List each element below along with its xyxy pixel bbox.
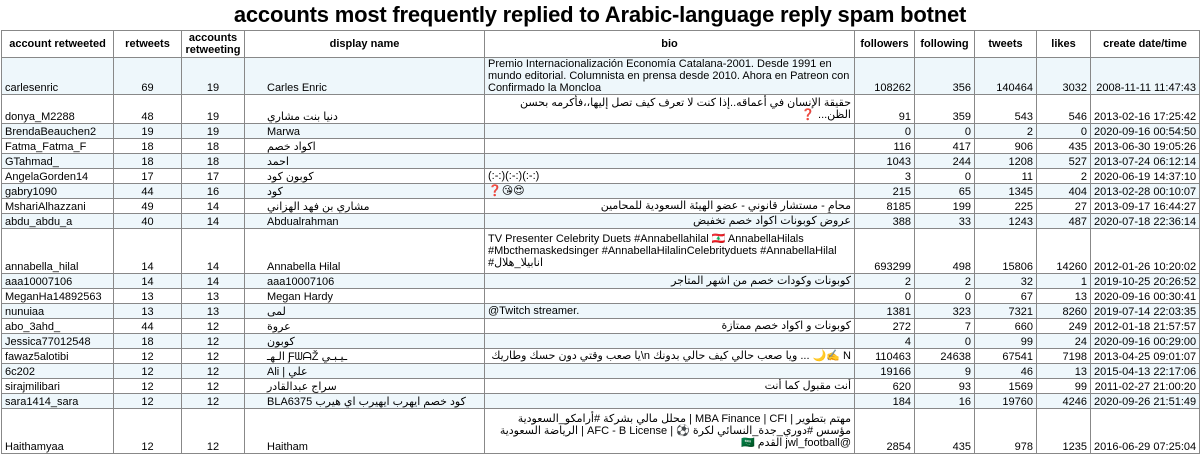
- cell-following: 0: [915, 124, 975, 139]
- cell-following: 359: [915, 95, 975, 124]
- table-row: [2, 154, 1200, 169]
- cell-retweets: 69: [114, 58, 182, 95]
- cell-accounts-retweeting: 16: [182, 184, 245, 199]
- cell-bio: محامٍ - مستشار قانوني - عضو الهيئة السعودية للمحامين: [485, 199, 855, 214]
- cell-followers: 2854: [855, 409, 915, 454]
- cell-accounts-retweeting: 18: [182, 139, 245, 154]
- cell-created: 2013-02-28 00:10:07: [1091, 184, 1200, 199]
- cell-retweets: 49: [114, 199, 182, 214]
- cell-created: 2012-01-18 21:57:57: [1091, 319, 1200, 334]
- col-header-created: create date/time: [1091, 31, 1200, 58]
- cell-following: 24638: [915, 349, 975, 364]
- cell-likes: 13: [1037, 289, 1091, 304]
- cell-bio: حقيقة الإنسان في أعماقه..إذا كنت لا تعرف كيف تصل إليها،،فأكرمه بحسن الظن... ❓: [485, 95, 855, 124]
- cell-account: gabry1090: [2, 184, 114, 199]
- table-row: [2, 379, 1200, 394]
- cell-created: 2020-09-16 00:54:50: [1091, 124, 1200, 139]
- cell-bio: ❓😘😍: [485, 184, 855, 199]
- cell-retweets: 18: [114, 139, 182, 154]
- table-row: [2, 58, 1200, 95]
- cell-tweets: 99: [975, 334, 1037, 349]
- cell-retweets: 18: [114, 334, 182, 349]
- cell-display-name: BLA6375 كود خصم ايهرب ايهيرب اي هيرب: [245, 394, 485, 409]
- cell-tweets: 140464: [975, 58, 1037, 95]
- cell-followers: 693299: [855, 229, 915, 274]
- cell-display-name: aaa10007106: [245, 274, 485, 289]
- cell-bio: مهتم بتطوير | MBA Finance | CFI | محلل مالي بشركة #أرامكو_السعودية مؤسس #دوري_جدة_النسائي لكرة ⚽️ | AFC - B License | الرياضة السعودية @jwl_football القدم 🇸🇦: [485, 409, 855, 454]
- cell-bio: [485, 334, 855, 349]
- cell-created: 2012-01-26 10:20:02: [1091, 229, 1200, 274]
- cell-likes: 1: [1037, 274, 1091, 289]
- cell-likes: 24: [1037, 334, 1091, 349]
- cell-display-name: عروة: [245, 319, 485, 334]
- cell-account: abo_3ahd_: [2, 319, 114, 334]
- cell-accounts-retweeting: 18: [182, 154, 245, 169]
- cell-display-name: لمى: [245, 304, 485, 319]
- cell-likes: 27: [1037, 199, 1091, 214]
- cell-account: carlesenric: [2, 58, 114, 95]
- cell-following: 16: [915, 394, 975, 409]
- col-header-display-name: display name: [245, 31, 485, 58]
- cell-tweets: 1345: [975, 184, 1037, 199]
- cell-following: 0: [915, 169, 975, 184]
- cell-display-name: Carles Enric: [245, 58, 485, 95]
- cell-tweets: 67541: [975, 349, 1037, 364]
- cell-following: 9: [915, 364, 975, 379]
- cell-followers: 388: [855, 214, 915, 229]
- cell-followers: 1381: [855, 304, 915, 319]
- col-header-tweets: tweets: [975, 31, 1037, 58]
- cell-accounts-retweeting: 14: [182, 229, 245, 274]
- cell-likes: 404: [1037, 184, 1091, 199]
- cell-following: 417: [915, 139, 975, 154]
- table-row: [2, 184, 1200, 199]
- cell-accounts-retweeting: 12: [182, 334, 245, 349]
- cell-likes: 3032: [1037, 58, 1091, 95]
- cell-following: 7: [915, 319, 975, 334]
- cell-tweets: 1569: [975, 379, 1037, 394]
- cell-retweets: 12: [114, 379, 182, 394]
- cell-following: 498: [915, 229, 975, 274]
- cell-retweets: 18: [114, 154, 182, 169]
- table-row: [2, 95, 1200, 124]
- table-row: [2, 394, 1200, 409]
- cell-account: GTahmad_: [2, 154, 114, 169]
- cell-followers: 4: [855, 334, 915, 349]
- cell-accounts-retweeting: 19: [182, 58, 245, 95]
- cell-likes: 249: [1037, 319, 1091, 334]
- cell-tweets: 7321: [975, 304, 1037, 319]
- cell-created: 2008-11-11 11:47:43: [1091, 58, 1200, 95]
- cell-retweets: 19: [114, 124, 182, 139]
- cell-account: abdu_abdu_a: [2, 214, 114, 229]
- cell-accounts-retweeting: 12: [182, 379, 245, 394]
- cell-retweets: 17: [114, 169, 182, 184]
- cell-account: MshariAlhazzani: [2, 199, 114, 214]
- cell-retweets: 13: [114, 304, 182, 319]
- cell-retweets: 44: [114, 319, 182, 334]
- cell-created: 2015-04-13 22:17:06: [1091, 364, 1200, 379]
- cell-account: 6c202: [2, 364, 114, 379]
- cell-following: 435: [915, 409, 975, 454]
- cell-following: 356: [915, 58, 975, 95]
- cell-tweets: 978: [975, 409, 1037, 454]
- table-row: [2, 304, 1200, 319]
- table-row: [2, 139, 1200, 154]
- col-header-bio: bio: [485, 31, 855, 58]
- cell-created: 2011-02-27 21:00:20: [1091, 379, 1200, 394]
- cell-following: 323: [915, 304, 975, 319]
- cell-display-name: كوبون كود: [245, 169, 485, 184]
- cell-bio: [485, 154, 855, 169]
- cell-retweets: 48: [114, 95, 182, 124]
- cell-accounts-retweeting: 14: [182, 214, 245, 229]
- cell-following: 0: [915, 334, 975, 349]
- cell-accounts-retweeting: 12: [182, 394, 245, 409]
- cell-tweets: 1243: [975, 214, 1037, 229]
- cell-accounts-retweeting: 19: [182, 95, 245, 124]
- cell-retweets: 13: [114, 289, 182, 304]
- cell-created: 2019-10-25 20:26:52: [1091, 274, 1200, 289]
- cell-followers: 91: [855, 95, 915, 124]
- table-row: [2, 214, 1200, 229]
- cell-created: 2013-04-25 09:01:07: [1091, 349, 1200, 364]
- header-row: [2, 31, 1200, 58]
- cell-bio: TV Presenter Celebrity Duets #Annabellahilal 🇱🇧 AnnabellaHilals #Mbcthemaskedsinger #AnnabellaHilalinCelebrityduets #AnnabellaHilal #انابيلا_هلال: [485, 229, 855, 274]
- cell-retweets: 12: [114, 349, 182, 364]
- cell-followers: 1043: [855, 154, 915, 169]
- cell-tweets: 11: [975, 169, 1037, 184]
- cell-bio: (:-:)(:-:)(:-:): [485, 169, 855, 184]
- cell-bio: @Twitch streamer.: [485, 304, 855, 319]
- cell-bio: [485, 394, 855, 409]
- cell-tweets: 15806: [975, 229, 1037, 274]
- cell-likes: 4246: [1037, 394, 1091, 409]
- cell-followers: 215: [855, 184, 915, 199]
- table-row: [2, 229, 1200, 274]
- cell-bio: [485, 139, 855, 154]
- cell-likes: 7198: [1037, 349, 1091, 364]
- cell-following: 0: [915, 289, 975, 304]
- cell-tweets: 225: [975, 199, 1037, 214]
- table-row: [2, 124, 1200, 139]
- cell-retweets: 12: [114, 394, 182, 409]
- table-row: [2, 334, 1200, 349]
- cell-account: fawaz5alotibi: [2, 349, 114, 364]
- cell-bio: كوبونات وكودات خصم من اشهر المتاجر: [485, 274, 855, 289]
- cell-account: annabella_hilal: [2, 229, 114, 274]
- cell-created: 2020-09-16 00:30:41: [1091, 289, 1200, 304]
- cell-followers: 3: [855, 169, 915, 184]
- cell-account: AngelaGorden14: [2, 169, 114, 184]
- cell-followers: 0: [855, 124, 915, 139]
- cell-account: MeganHa14892563: [2, 289, 114, 304]
- cell-likes: 8260: [1037, 304, 1091, 319]
- cell-retweets: 14: [114, 229, 182, 274]
- cell-following: 33: [915, 214, 975, 229]
- cell-bio: أنت مقبول كما أنت: [485, 379, 855, 394]
- cell-retweets: 14: [114, 274, 182, 289]
- table-row: [2, 274, 1200, 289]
- cell-created: 2013-07-24 06:12:14: [1091, 154, 1200, 169]
- table-row: [2, 319, 1200, 334]
- cell-accounts-retweeting: 13: [182, 289, 245, 304]
- cell-created: 2019-07-14 22:03:35: [1091, 304, 1200, 319]
- cell-bio: Premio Internacionalización Economía Catalana-2001. Desde 1991 en mundo editorial. Columnista en prensa desde 2010. Ahora en Patreon con Confirmado la Moncloa: [485, 58, 855, 95]
- cell-bio: كوبونات و اكواد خصم ممتازة: [485, 319, 855, 334]
- cell-accounts-retweeting: 17: [182, 169, 245, 184]
- cell-account: Fatma_Fatma_F: [2, 139, 114, 154]
- table-body: [2, 58, 1200, 454]
- page-title: accounts most frequently replied to Arabic-language reply spam botnet: [233, 2, 967, 27]
- cell-likes: 0: [1037, 124, 1091, 139]
- cell-retweets: 40: [114, 214, 182, 229]
- cell-tweets: 1208: [975, 154, 1037, 169]
- cell-retweets: 44: [114, 184, 182, 199]
- cell-followers: 108262: [855, 58, 915, 95]
- table-row: [2, 169, 1200, 184]
- col-header-retweets: retweets: [114, 31, 182, 58]
- cell-created: 2020-07-18 22:36:14: [1091, 214, 1200, 229]
- cell-likes: 14260: [1037, 229, 1091, 274]
- cell-likes: 546: [1037, 95, 1091, 124]
- cell-retweets: 12: [114, 409, 182, 454]
- cell-account: nunuiaa: [2, 304, 114, 319]
- cell-display-name: Annabella Hilal: [245, 229, 485, 274]
- cell-created: 2013-06-30 19:05:26: [1091, 139, 1200, 154]
- cell-following: 199: [915, 199, 975, 214]
- cell-display-name: دنيا بنت مشاري: [245, 95, 485, 124]
- cell-display-name: اكواد خصم: [245, 139, 485, 154]
- cell-accounts-retweeting: 12: [182, 409, 245, 454]
- cell-accounts-retweeting: 12: [182, 319, 245, 334]
- cell-account: sara1414_sara: [2, 394, 114, 409]
- cell-accounts-retweeting: 13: [182, 304, 245, 319]
- cell-created: 2020-09-16 00:29:00: [1091, 334, 1200, 349]
- cell-created: 2020-09-26 21:51:49: [1091, 394, 1200, 409]
- cell-display-name: احمد: [245, 154, 485, 169]
- cell-account: Haithamyaa: [2, 409, 114, 454]
- cell-likes: 487: [1037, 214, 1091, 229]
- cell-tweets: 543: [975, 95, 1037, 124]
- cell-likes: 527: [1037, 154, 1091, 169]
- cell-followers: 19166: [855, 364, 915, 379]
- cell-account: BrendaBeauchen2: [2, 124, 114, 139]
- table-row: [2, 409, 1200, 454]
- cell-bio: N ✍️🌙 ... ويا صعب حالي كيف حالي بدونك n\يا صعب وقتي دون حسك وطاريك: [485, 349, 855, 364]
- table-row: [2, 289, 1200, 304]
- cell-followers: 184: [855, 394, 915, 409]
- cell-retweets: 12: [114, 364, 182, 379]
- cell-followers: 2: [855, 274, 915, 289]
- cell-tweets: 67: [975, 289, 1037, 304]
- table-row: [2, 349, 1200, 364]
- cell-following: 2: [915, 274, 975, 289]
- cell-accounts-retweeting: 14: [182, 274, 245, 289]
- cell-display-name: كوبون: [245, 334, 485, 349]
- cell-account: sirajmilibari: [2, 379, 114, 394]
- cell-followers: 620: [855, 379, 915, 394]
- cell-following: 65: [915, 184, 975, 199]
- cell-likes: 13: [1037, 364, 1091, 379]
- col-header-followers: followers: [855, 31, 915, 58]
- cell-followers: 116: [855, 139, 915, 154]
- cell-created: 2013-02-16 17:25:42: [1091, 95, 1200, 124]
- cell-account: Jessica77012548: [2, 334, 114, 349]
- col-header-account: account retweeted: [2, 31, 114, 58]
- cell-accounts-retweeting: 14: [182, 199, 245, 214]
- cell-followers: 110463: [855, 349, 915, 364]
- cell-display-name: مشاري بن فهد الهزاني: [245, 199, 485, 214]
- cell-display-name: الـهـ ƑᗯᗩŽ ـيـبـي: [245, 349, 485, 364]
- cell-display-name: Marwa: [245, 124, 485, 139]
- cell-display-name: كود: [245, 184, 485, 199]
- cell-following: 244: [915, 154, 975, 169]
- cell-created: 2016-06-29 07:25:04: [1091, 409, 1200, 454]
- cell-bio: عروض كوبونات اكواد خصم تخفيض: [485, 214, 855, 229]
- cell-bio: [485, 364, 855, 379]
- cell-accounts-retweeting: 12: [182, 349, 245, 364]
- cell-followers: 8185: [855, 199, 915, 214]
- cell-accounts-retweeting: 19: [182, 124, 245, 139]
- cell-followers: 0: [855, 289, 915, 304]
- cell-display-name: Megan Hardy: [245, 289, 485, 304]
- cell-following: 93: [915, 379, 975, 394]
- accounts-table: [1, 30, 1200, 454]
- table-row: [2, 364, 1200, 379]
- cell-followers: 272: [855, 319, 915, 334]
- cell-likes: 435: [1037, 139, 1091, 154]
- cell-account: aaa10007106: [2, 274, 114, 289]
- cell-bio: [485, 124, 855, 139]
- cell-account: donya_M2288: [2, 95, 114, 124]
- col-header-accounts-retweeting: accounts retweeting: [182, 31, 245, 58]
- cell-tweets: 906: [975, 139, 1037, 154]
- cell-display-name: Haitham: [245, 409, 485, 454]
- table-row: [2, 199, 1200, 214]
- cell-tweets: 660: [975, 319, 1037, 334]
- col-header-following: following: [915, 31, 975, 58]
- cell-likes: 99: [1037, 379, 1091, 394]
- cell-tweets: 19760: [975, 394, 1037, 409]
- cell-display-name: Abdualrahman: [245, 214, 485, 229]
- cell-likes: 2: [1037, 169, 1091, 184]
- cell-tweets: 2: [975, 124, 1037, 139]
- cell-created: 2013-09-17 16:44:27: [1091, 199, 1200, 214]
- cell-display-name: Ali | علي: [245, 364, 485, 379]
- cell-tweets: 32: [975, 274, 1037, 289]
- col-header-likes: likes: [1037, 31, 1091, 58]
- cell-created: 2020-06-19 14:37:10: [1091, 169, 1200, 184]
- cell-tweets: 46: [975, 364, 1037, 379]
- cell-display-name: سراج عبدالقادر: [245, 379, 485, 394]
- cell-accounts-retweeting: 12: [182, 364, 245, 379]
- cell-bio: [485, 289, 855, 304]
- cell-likes: 1235: [1037, 409, 1091, 454]
